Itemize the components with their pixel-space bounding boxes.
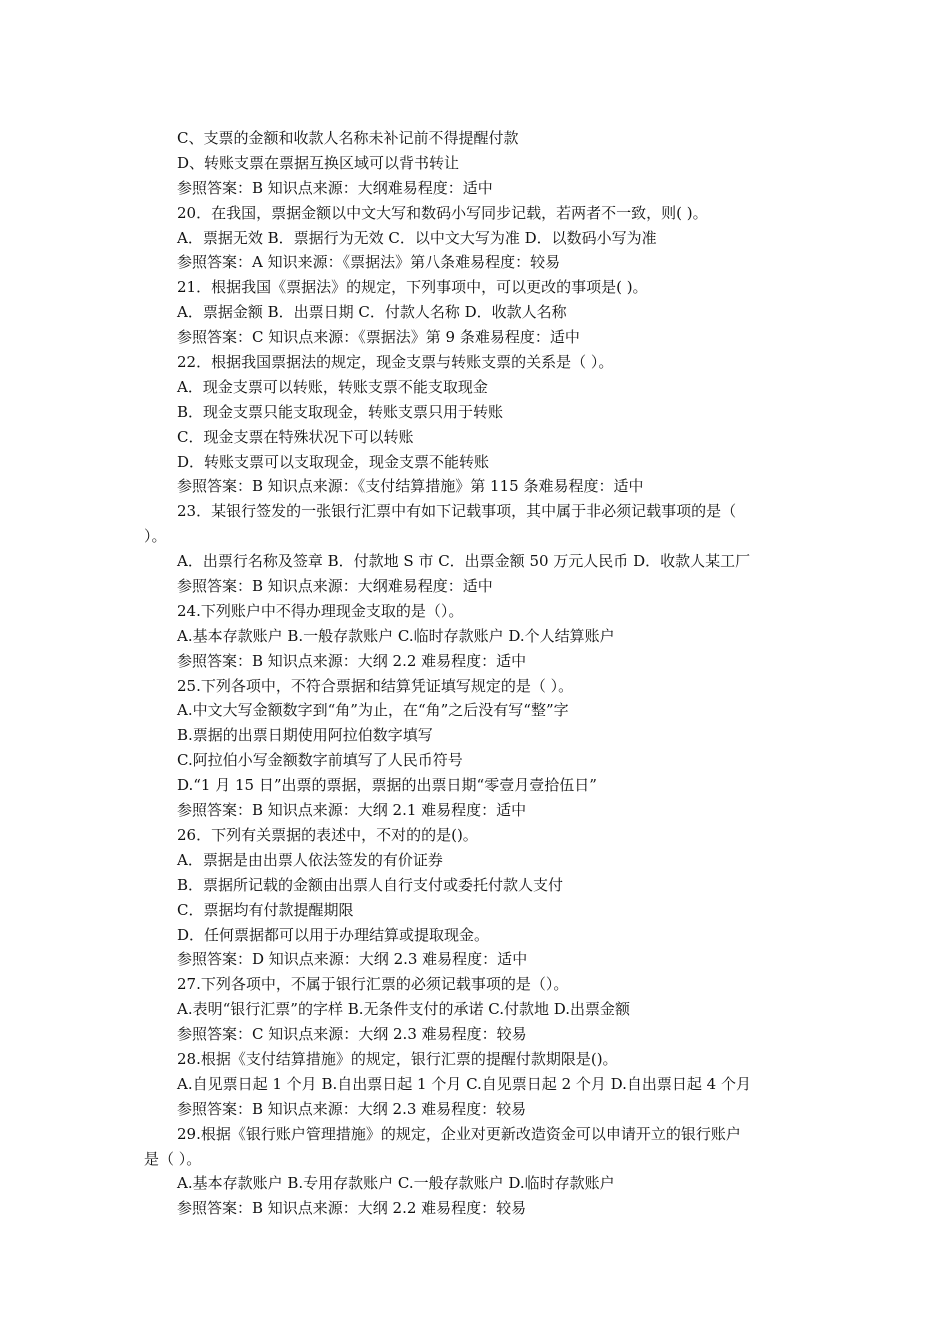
text-line: D．转账支票可以支取现金，现金支票不能转账 bbox=[177, 452, 490, 471]
text-line: A．票据无效 B．票据行为无效 C．以中文大写为准 D．以数码小写为准 bbox=[177, 228, 657, 247]
text-line: 参照答案：B 知识点来源：大纲 2.3 难易程度：较易 bbox=[177, 1099, 527, 1118]
text-line: C.阿拉伯小写金额数字前填写了人民币符号 bbox=[177, 751, 463, 770]
text-line: 参照答案：C 知识点来源：大纲 2.3 难易程度：较易 bbox=[177, 1025, 527, 1044]
text-line: 24.下列账户中不得办理现金支取的是（）。 bbox=[177, 601, 464, 620]
text-line: 28.根据《支付结算措施》的规定，银行汇票的提醒付款期限是()。 bbox=[177, 1049, 618, 1068]
text-line: 20．在我国，票据金额以中文大写和数码小写同步记载，若两者不一致，则( )。 bbox=[177, 203, 708, 222]
text-line: A.中文大写金额数字到“角”为止，在“角”之后没有写“整”字 bbox=[177, 701, 569, 720]
text-line: 参照答案：B 知识点来源：《支付结算措施》第 115 条难易程度：适中 bbox=[177, 477, 644, 496]
text-line: D．任何票据都可以用于办理结算或提取现金。 bbox=[177, 925, 490, 944]
text-line: 25.下列各项中，不符合票据和结算凭证填写规定的是（ ）。 bbox=[177, 676, 574, 695]
text-line: 27.下列各项中，不属于银行汇票的必须记载事项的是（）。 bbox=[177, 975, 569, 994]
text-line: 参照答案：B 知识点来源：大纲 2.1 难易程度：适中 bbox=[177, 801, 527, 820]
text-line: B.票据的出票日期使用阿拉伯数字填写 bbox=[177, 726, 433, 745]
text-line: 参照答案：A 知识来源：《票据法》第八条难易程度：较易 bbox=[177, 253, 561, 272]
text-line: A．出票行名称及签章 B．付款地 S 市 C．出票金额 50 万元人民币 D．收款人某工厂 bbox=[177, 552, 751, 571]
text-line: C．现金支票在特殊状况下可以转账 bbox=[177, 427, 414, 446]
text-line: 参照答案：C 知识点来源：《票据法》第 9 条难易程度：适中 bbox=[177, 328, 580, 347]
text-line: B．现金支票只能支取现金，转账支票只用于转账 bbox=[177, 402, 504, 421]
document-body bbox=[144, 126, 816, 1221]
text-line: A．现金支票可以转账，转账支票不能支取现金 bbox=[177, 377, 488, 396]
text-line: 23．某银行签发的一张银行汇票中有如下记载事项，其中属于非必须记载事项的是（ bbox=[177, 502, 737, 521]
text-line: A．票据是由出票人依法签发的有价证券 bbox=[177, 850, 443, 869]
text-line: 22．根据我国票据法的规定，现金支票与转账支票的关系是（ ）。 bbox=[177, 353, 614, 372]
text-line: A.基本存款账户 B.一般存款账户 C.临时存款账户 D.个人结算账户 bbox=[177, 626, 615, 645]
text-line: D.“1 月 15 日”出票的票据，票据的出票日期“零壹月壹拾伍日” bbox=[177, 776, 597, 795]
text-line: 29.根据《银行账户管理措施》的规定，企业对更新改造资金可以申请开立的银行账户 bbox=[177, 1124, 741, 1143]
text-line: 是（ ）。 bbox=[144, 1149, 202, 1168]
text-line: 26．下列有关票据的表述中，不对的的是()。 bbox=[177, 825, 478, 844]
text-line: ）。 bbox=[144, 527, 167, 546]
text-line: 21．根据我国《票据法》的规定，下列事项中，可以更改的事项是( )。 bbox=[177, 278, 648, 297]
text-line: A.表明“银行汇票”的字样 B.无条件支付的承诺 C.付款地 D.出票金额 bbox=[177, 1000, 631, 1019]
text-line: 参照答案：D 知识点来源：大纲 2.3 难易程度：适中 bbox=[177, 950, 528, 969]
text-line: A.基本存款账户 B.专用存款账户 C.一般存款账户 D.临时存款账户 bbox=[177, 1174, 615, 1193]
text-line: D、转账支票在票据互换区域可以背书转让 bbox=[177, 153, 460, 172]
text-line: 参照答案：B 知识点来源：大纲难易程度：适中 bbox=[177, 577, 493, 596]
text-line: A.自见票日起 1 个月 B.自出票日起 1 个月 C.自见票日起 2 个月 D.自出票日起 4 个月 bbox=[177, 1074, 751, 1093]
text-line: B．票据所记载的金额由出票人自行支付或委托付款人支付 bbox=[177, 875, 564, 894]
text-line: 参照答案：B 知识点来源：大纲 2.2 难易程度：适中 bbox=[177, 651, 527, 670]
text-line: C、支票的金额和收款人名称未补记前不得提醒付款 bbox=[177, 129, 519, 147]
text-line: 参照答案：B 知识点来源：大纲 2.2 难易程度：较易 bbox=[177, 1199, 527, 1218]
text-line: A．票据金额 B．出票日期 C．付款人名称 D．收款人名称 bbox=[177, 303, 567, 322]
text-line: 参照答案：B 知识点来源：大纲难易程度：适中 bbox=[177, 178, 493, 197]
text-line: C．票据均有付款提醒期限 bbox=[177, 900, 354, 919]
